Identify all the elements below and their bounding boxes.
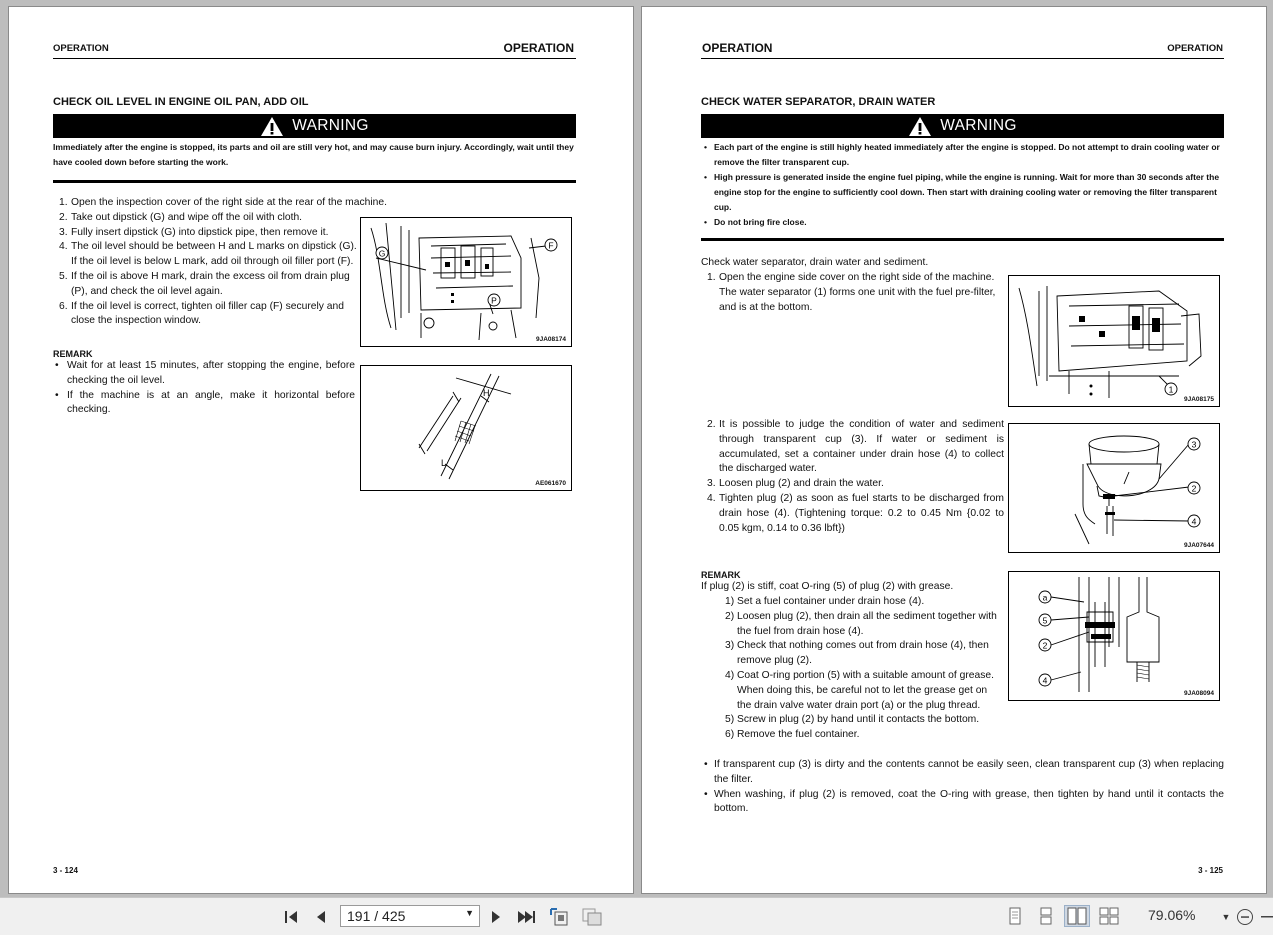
continuous-icon[interactable] xyxy=(1033,905,1059,927)
list-item: • Each part of the engine is still highly heated immediately after the engine is stopped. Do not attempt to drain cooling water or remove the filter transparent cup. xyxy=(704,140,1224,170)
figure-code: 9JA08174 xyxy=(536,336,566,343)
left-page-number: 3 - 124 xyxy=(53,866,78,875)
warning-end-rule xyxy=(53,180,576,183)
right-section-title: CHECK WATER SEPARATOR, DRAIN WATER xyxy=(701,96,936,108)
zoom-slider[interactable] xyxy=(1259,906,1273,928)
left-header-right: OPERATION xyxy=(503,41,574,55)
list-item: • High pressure is generated inside the engine fuel piping, while the engine is running. Wait for more than 30 seconds after the engine stop for the engine to sufficiently cool down. Then start with draining cooling water or removing the filter transparent cup. xyxy=(704,170,1224,215)
list-item: 2. It is possible to judge the condition of water and sediment through transparent cup (3). If water or sediment is accumulated, set a container under drain hose (4) to collect the discharged water. xyxy=(707,419,1004,475)
right-remark-steps xyxy=(725,595,1004,743)
fig-callout: 2 xyxy=(1191,483,1197,494)
warning-label: WARNING xyxy=(940,117,1017,134)
list-item: 3. Fully insert dipstick (G) into dipstick pipe, then remove it. xyxy=(59,226,329,238)
figure-code: 9JA08094 xyxy=(1184,690,1214,697)
header-rule xyxy=(701,58,1224,59)
list-item: 1. Open the engine side cover on the right side of the machine. The water separator (1) forms one unit with the fuel pre-filter, and is at the bottom. xyxy=(707,272,996,313)
left-remarks-block xyxy=(55,359,355,418)
warning-label: WARNING xyxy=(292,117,369,134)
list-item: 1. Open the inspection cover of the right side at the rear of the machine. xyxy=(59,197,387,208)
header-rule xyxy=(53,58,576,59)
engine-illustration xyxy=(1009,276,1219,406)
fig-callout: 4 xyxy=(1191,516,1197,527)
page-indicator: 191 / 425 xyxy=(347,908,406,924)
fig-callout: 3 xyxy=(1191,439,1197,450)
list-item: 2) Loosen plug (2), then drain all the sediment together with the fuel from drain hose (4). xyxy=(725,610,997,637)
fig-callout: G xyxy=(378,248,386,259)
list-item: 3) Check that nothing comes out from drain hose (4), then remove plug (2). xyxy=(725,640,989,667)
prev-page-icon[interactable] xyxy=(312,906,330,928)
drain-plug-figure xyxy=(1008,571,1220,701)
right-page-number: 3 - 125 xyxy=(1198,866,1223,875)
list-item: • Do not bring fire close. xyxy=(704,215,1224,230)
fit-page-icon[interactable] xyxy=(548,906,572,928)
plug-illustration xyxy=(1009,572,1219,700)
right-warning-bullets xyxy=(704,140,1224,230)
left-steps-block xyxy=(59,196,394,329)
page-dropdown-icon[interactable]: ▼ xyxy=(465,908,474,918)
right-intro: Check water separator, drain water and sediment. xyxy=(701,257,929,268)
right-step-1 xyxy=(707,271,1004,315)
fig-callout: 1 xyxy=(1168,384,1174,395)
figure-code: 9JA08175 xyxy=(1184,396,1214,403)
list-item: • Wait for at least 15 minutes, after stopping the engine, before checking the oil level. xyxy=(55,359,355,389)
transparent-cup-figure xyxy=(1008,423,1220,553)
right-warning-bar xyxy=(701,114,1224,138)
left-header-left: OPERATION xyxy=(53,43,109,54)
list-item: 4. Tighten plug (2) as soon as fuel starts to be discharged from drain hose (4). (Tightening torque: 0.2 to 0.45 Nm {0.02 to 0.05 kgm, 0.14 to 0.36 lbft}) xyxy=(707,492,1004,534)
list-item: 4. The oil level should be between H and L marks on dipstick (G). If the oil level is below L mark, add oil through oil filler port (F). xyxy=(59,241,357,268)
right-steps-block xyxy=(707,418,1004,536)
single-page-icon[interactable] xyxy=(1002,905,1028,927)
fig-callout: 4 xyxy=(1042,675,1048,686)
figure-code: AE061670 xyxy=(535,480,566,487)
right-page xyxy=(641,6,1267,894)
list-item: 3. Loosen plug (2) and drain the water. xyxy=(707,478,884,490)
right-final-bullets xyxy=(704,758,1224,817)
left-page xyxy=(8,6,634,894)
list-item: • If the machine is at an angle, make it horizontal before checking. xyxy=(55,389,355,419)
fit-width-icon[interactable] xyxy=(580,906,604,928)
first-page-icon[interactable] xyxy=(282,906,302,928)
right-remark-intro: If plug (2) is stiff, coat O-ring (5) of plug (2) with grease. xyxy=(701,581,954,592)
list-item: 4) Coat O-ring portion (5) with a suitable amount of grease. When doing this, be careful not to let the grease get on the drain valve water drain port (a) or the plug thread. xyxy=(725,669,994,711)
fig-callout: F xyxy=(548,240,554,251)
left-warning-bar xyxy=(53,114,576,138)
water-separator-engine-figure xyxy=(1008,275,1220,407)
last-page-icon[interactable] xyxy=(515,906,537,928)
list-item: 6) Remove the fuel container. xyxy=(725,729,860,741)
list-item: 2. Take out dipstick (G) and wipe off the oil with cloth. xyxy=(59,211,303,223)
list-item: • If transparent cup (3) is dirty and the contents cannot be easily seen, clean transparent cup (3) when replacing the filter. xyxy=(704,758,1224,788)
dipstick-mark: L xyxy=(441,458,447,468)
right-header-left: OPERATION xyxy=(702,41,773,55)
dipstick-figure xyxy=(360,365,572,491)
warning-triangle-icon xyxy=(260,116,284,137)
warning-triangle-icon xyxy=(908,116,932,137)
next-page-icon[interactable] xyxy=(487,906,505,928)
pdf-toolbar xyxy=(0,897,1273,935)
zoom-level[interactable]: 79.06% xyxy=(1148,907,1196,923)
list-item: 5) Screw in plug (2) by hand until it contacts the bottom. xyxy=(725,714,980,726)
zoom-out-icon[interactable] xyxy=(1235,906,1255,928)
warning-end-rule xyxy=(701,238,1224,241)
engine-oil-illustration xyxy=(361,218,571,346)
list-item: 6. If the oil level is correct, tighten oil filler cap (F) securely and close the inspection window. xyxy=(59,300,344,327)
zoom-dropdown-icon[interactable]: ▼ xyxy=(1221,912,1231,922)
figure-code: 9JA07644 xyxy=(1184,542,1214,549)
left-section-title: CHECK OIL LEVEL IN ENGINE OIL PAN, ADD OIL xyxy=(53,96,309,108)
cup-illustration xyxy=(1009,424,1219,552)
two-page-continuous-icon[interactable] xyxy=(1096,905,1122,927)
two-page-icon[interactable] xyxy=(1064,905,1090,927)
fig-callout: 5 xyxy=(1042,615,1048,626)
fig-callout: P xyxy=(491,295,497,306)
right-remark-label: REMARK xyxy=(701,570,741,580)
engine-oil-figure xyxy=(360,217,572,347)
fig-callout: 2 xyxy=(1042,640,1048,651)
left-remark-label: REMARK xyxy=(53,349,93,359)
dipstick-mark: H xyxy=(483,388,490,398)
dipstick-illustration xyxy=(361,366,571,490)
right-header-right: OPERATION xyxy=(1167,43,1223,54)
list-item: • When washing, if plug (2) is removed, coat the O-ring with grease, then tighten by hand until it contacts the bottom. xyxy=(704,788,1224,818)
left-warning-text: Immediately after the engine is stopped, its parts and oil are still very hot, and may cause burn injury. Accordingly, wait until they have cooled down before starting the work. xyxy=(53,142,574,167)
page-number-input[interactable] xyxy=(340,905,480,927)
list-item: 5. If the oil is above H mark, drain the excess oil from drain plug (P), and check the oil level again. xyxy=(59,270,350,297)
fig-callout: a xyxy=(1042,592,1048,603)
list-item: 1) Set a fuel container under drain hose (4). xyxy=(725,596,925,607)
